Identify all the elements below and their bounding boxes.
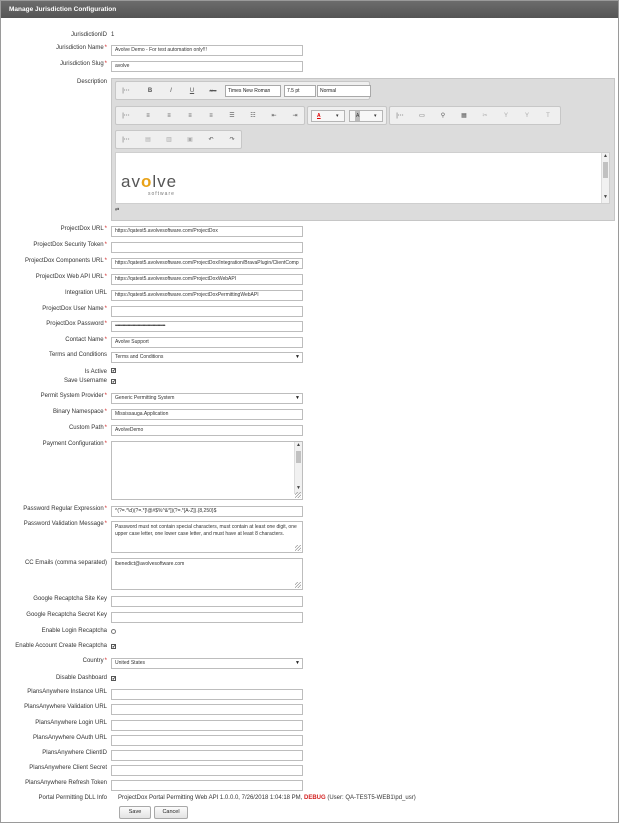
underline-icon[interactable]: U — [189, 88, 195, 94]
editor-scrollbar[interactable] — [601, 153, 609, 203]
password-regex-label: Password Regular Expression — [23, 506, 104, 512]
save-username-label: Save Username — [63, 378, 107, 384]
dll-info-value — [118, 795, 416, 801]
strikethrough-icon[interactable]: Abc — [209, 88, 217, 93]
pa-client-id-label: PlansAnywhere ClientID — [42, 750, 107, 756]
chevron-down-icon: ▼ — [295, 660, 300, 666]
cc-emails-value: lbenedict@avolvesoftware.com — [115, 561, 185, 567]
binary-namespace-label: Binary Namespace — [52, 409, 104, 415]
permit-provider-value: Generic Permitting System — [115, 395, 175, 401]
avolve-logo — [121, 172, 177, 192]
security-token-label: ProjectDox Security Token — [33, 242, 104, 248]
webapi-url-input[interactable]: https://qatest5.avolvesoftware.com/ProjectDoxWebAPI — [111, 274, 303, 285]
highlight-color-button[interactable] — [349, 110, 383, 122]
logo-accent-letter: o — [140, 172, 153, 191]
insert-table-icon[interactable]: ▦ — [461, 113, 467, 119]
terms-label: Terms and Conditions — [48, 352, 107, 358]
scroll-down-icon[interactable]: ▼ — [296, 484, 301, 491]
numbered-list-icon[interactable]: ☷ — [250, 113, 256, 119]
copy-icon[interactable]: Y — [524, 113, 529, 119]
pa-client-id-input[interactable] — [111, 750, 303, 761]
scroll-thumb[interactable] — [603, 162, 608, 178]
integration-url-label: Integration URL — [64, 290, 107, 296]
scroll-thumb[interactable] — [296, 451, 301, 463]
user-name-label: ProjectDox User Name — [42, 306, 104, 312]
indent-icon[interactable]: ⇥ — [292, 113, 298, 119]
cancel-button[interactable]: Cancel — [154, 806, 188, 819]
save-username-checkbox[interactable]: ✔ — [112, 379, 116, 384]
enable-account-recaptcha-checkbox[interactable]: ✔ — [112, 644, 116, 649]
pa-refresh-token-label: PlansAnywhere Refresh Token — [25, 780, 107, 786]
terms-select[interactable] — [111, 352, 303, 363]
chevron-down-icon: ▾ — [336, 113, 339, 119]
resize-grip-icon[interactable] — [295, 545, 301, 551]
insert-row-icon[interactable]: ▤ — [145, 137, 151, 143]
scroll-down-icon[interactable]: ▼ — [603, 194, 608, 200]
recaptcha-secret-input[interactable] — [111, 612, 303, 623]
editor-toolbar-history — [115, 130, 242, 149]
security-token-input[interactable] — [111, 242, 303, 253]
custom-path-label: Custom Path — [68, 425, 104, 431]
enable-login-recaptcha-label: Enable Login Recaptcha — [41, 628, 107, 634]
italic-icon[interactable]: I — [170, 88, 172, 94]
dll-info-label: Portal Permitting DLL Info — [38, 795, 107, 801]
insert-image-icon[interactable]: ▭ — [419, 113, 425, 119]
jurisdiction-slug-input[interactable]: avolve — [111, 61, 303, 72]
disable-dashboard-checkbox[interactable]: ✔ — [112, 676, 116, 681]
jurisdiction-name-input[interactable]: Avolve Demo - For test automation only!!! — [111, 45, 303, 56]
bullet-list-icon[interactable]: ☰ — [229, 113, 235, 119]
binary-namespace-input[interactable]: Mississauga.Application — [111, 409, 303, 420]
is-active-label: Is Active — [84, 369, 107, 374]
redo-icon[interactable]: ↷ — [229, 137, 235, 143]
chevron-down-icon: ▼ — [295, 354, 300, 360]
pa-oauth-url-input[interactable] — [111, 735, 303, 746]
format-painter-icon[interactable]: T — [546, 113, 550, 119]
enable-login-recaptcha-checkbox[interactable] — [111, 629, 116, 634]
disable-dashboard-label: Disable Dashboard — [55, 675, 107, 681]
contact-name-label: Contact Name — [65, 337, 104, 343]
country-label: Country — [82, 658, 104, 664]
pa-validation-url-input[interactable] — [111, 704, 303, 715]
webapi-url-label: ProjectDox Web API URL — [35, 274, 104, 280]
password-input[interactable]: •••••••••••••••••••••••••••••••••••••••• — [111, 321, 303, 332]
password-label: ProjectDox Password — [46, 321, 104, 327]
custom-path-input[interactable]: AvolveDemo — [111, 425, 303, 436]
editor-toolbar-font — [115, 81, 370, 100]
logo-subtitle: software — [148, 191, 175, 197]
jurisdiction-name-label: Jurisdiction Name — [55, 45, 104, 51]
payment-config-textarea[interactable] — [111, 441, 303, 500]
paste-icon[interactable]: ▣ — [187, 137, 193, 143]
editor-toolbar-colors — [307, 106, 387, 125]
jurisdiction-id-label: JurisdictionID — [70, 32, 107, 38]
logo-text: avolve — [121, 172, 178, 191]
editor-toolbar-insert — [389, 106, 561, 125]
toolbar-grip-icon: |⋯ — [122, 137, 130, 143]
align-justify-icon[interactable]: ≡ — [209, 113, 213, 119]
enable-account-recaptcha-label: Enable Account Create Recaptcha — [15, 643, 107, 649]
chevron-down-icon: ▼ — [295, 395, 300, 401]
pa-instance-url-label: PlansAnywhere Instance URL — [27, 689, 107, 695]
font-size-select[interactable]: 7.5 pt — [284, 85, 316, 97]
is-active-checkbox[interactable]: ✔ — [112, 368, 116, 373]
paragraph-style-select[interactable]: Normal — [317, 85, 371, 97]
user-name-input[interactable] — [111, 306, 303, 317]
description-label: Description — [76, 79, 107, 85]
align-center-icon[interactable]: ≡ — [167, 113, 171, 119]
jurisdiction-slug-label: Jurisdiction Slug — [59, 61, 104, 67]
html-view-icon[interactable]: ⇄ — [115, 207, 120, 213]
pa-refresh-token-input[interactable] — [111, 780, 303, 791]
scroll-up-icon[interactable]: ▲ — [603, 153, 608, 159]
font-color-icon: A — [317, 113, 321, 119]
dll-info-text: ProjectDox Portal Permitting Web API 1.0.0.0, 7/26/2018 1:04:18 PM, — [118, 795, 303, 801]
pa-client-secret-input[interactable] — [111, 765, 303, 776]
payment-config-label: Payment Configuration — [42, 441, 104, 447]
contact-name-input[interactable]: Avolve Support — [111, 337, 303, 348]
projectdox-url-input[interactable]: https://qatest5.avolvesoftware.com/ProjectDox — [111, 226, 303, 237]
cc-emails-textarea[interactable] — [111, 558, 303, 590]
window-title: Manage Jurisdiction Configuration — [1, 1, 618, 18]
integration-url-input[interactable]: https://qatest5.avolvesoftware.com/ProjectDoxPermittingWebAPI — [111, 290, 303, 301]
payment-config-scrollbar[interactable] — [294, 442, 302, 494]
pa-oauth-url-label: PlansAnywhere OAuth URL — [32, 735, 107, 741]
pa-client-secret-label: PlansAnywhere Client Secret — [29, 765, 107, 771]
pa-login-url-label: PlansAnywhere Login URL — [35, 720, 107, 726]
chevron-down-icon: ▾ — [374, 113, 377, 119]
align-left-icon[interactable]: ≡ — [146, 113, 150, 119]
country-select[interactable] — [111, 658, 303, 669]
bold-icon[interactable]: B — [147, 88, 153, 94]
toolbar-grip-icon: |⋯ — [122, 113, 130, 119]
outdent-icon[interactable]: ⇤ — [271, 113, 277, 119]
recaptcha-site-label: Google Recaptcha Site Key — [33, 596, 107, 602]
password-msg-textarea[interactable] — [111, 521, 303, 553]
components-url-input[interactable]: https://qatest5.avolvesoftware.com/ProjectDox/Integration/BravaPlugin/ClientComp — [111, 258, 303, 269]
jurisdiction-id-value: 1 — [111, 32, 115, 38]
delete-row-icon[interactable]: ▥ — [166, 137, 172, 143]
projectdox-url-label: ProjectDox URL — [60, 226, 104, 232]
password-msg-value: Password must not contain special characters, must contain at least one digit, one upper case letter, one lower case letter, and must have at least 8 characters. — [115, 524, 297, 537]
editor-toolbar-paragraph — [115, 106, 305, 125]
save-button[interactable]: Save — [119, 806, 151, 819]
country-value: United States — [115, 660, 146, 666]
password-regex-input[interactable]: ^(?=.*\d)(?=.*[!@#$%^&*])(?=.*[A-Z]).{8,250}$ — [111, 506, 303, 517]
font-name-select[interactable]: Times New Roman — [225, 85, 281, 97]
undo-icon[interactable]: ↶ — [208, 137, 214, 143]
password-msg-label: Password Validation Message — [23, 521, 104, 527]
pa-login-url-input[interactable] — [111, 720, 303, 731]
resize-grip-icon[interactable] — [295, 492, 301, 498]
resize-grip-icon[interactable] — [295, 582, 301, 588]
editor-content[interactable] — [115, 152, 610, 204]
toolbar-grip-icon: |⋯ — [122, 88, 130, 94]
description-editor — [111, 78, 615, 221]
terms-select-value: Terms and Conditions — [115, 354, 164, 360]
pa-validation-url-label: PlansAnywhere Validation URL — [24, 704, 107, 710]
insert-link-icon[interactable]: ⚲ — [440, 113, 446, 119]
font-color-button[interactable] — [311, 110, 345, 122]
recaptcha-site-input[interactable] — [111, 596, 303, 607]
components-url-label: ProjectDox Components URL — [24, 258, 104, 264]
permit-provider-select[interactable] — [111, 393, 303, 404]
cc-emails-label: CC Emails (comma separated) — [24, 560, 107, 566]
recaptcha-secret-label: Google Recaptcha Secret Key — [26, 612, 107, 618]
cut-icon[interactable]: Y — [503, 113, 508, 119]
highlight-icon: A — [356, 113, 360, 119]
scroll-up-icon[interactable]: ▲ — [296, 442, 301, 448]
align-right-icon[interactable]: ≡ — [188, 113, 192, 119]
debug-badge: DEBUG — [304, 795, 326, 801]
dll-info-user: (User: QA-TEST5-WEB1\pd_usr) — [327, 795, 416, 801]
unlink-icon[interactable]: ✂ — [482, 113, 488, 119]
toolbar-grip-icon: |⋯ — [396, 113, 404, 119]
permit-provider-label: Permit System Provider — [40, 393, 104, 399]
pa-instance-url-input[interactable] — [111, 689, 303, 700]
